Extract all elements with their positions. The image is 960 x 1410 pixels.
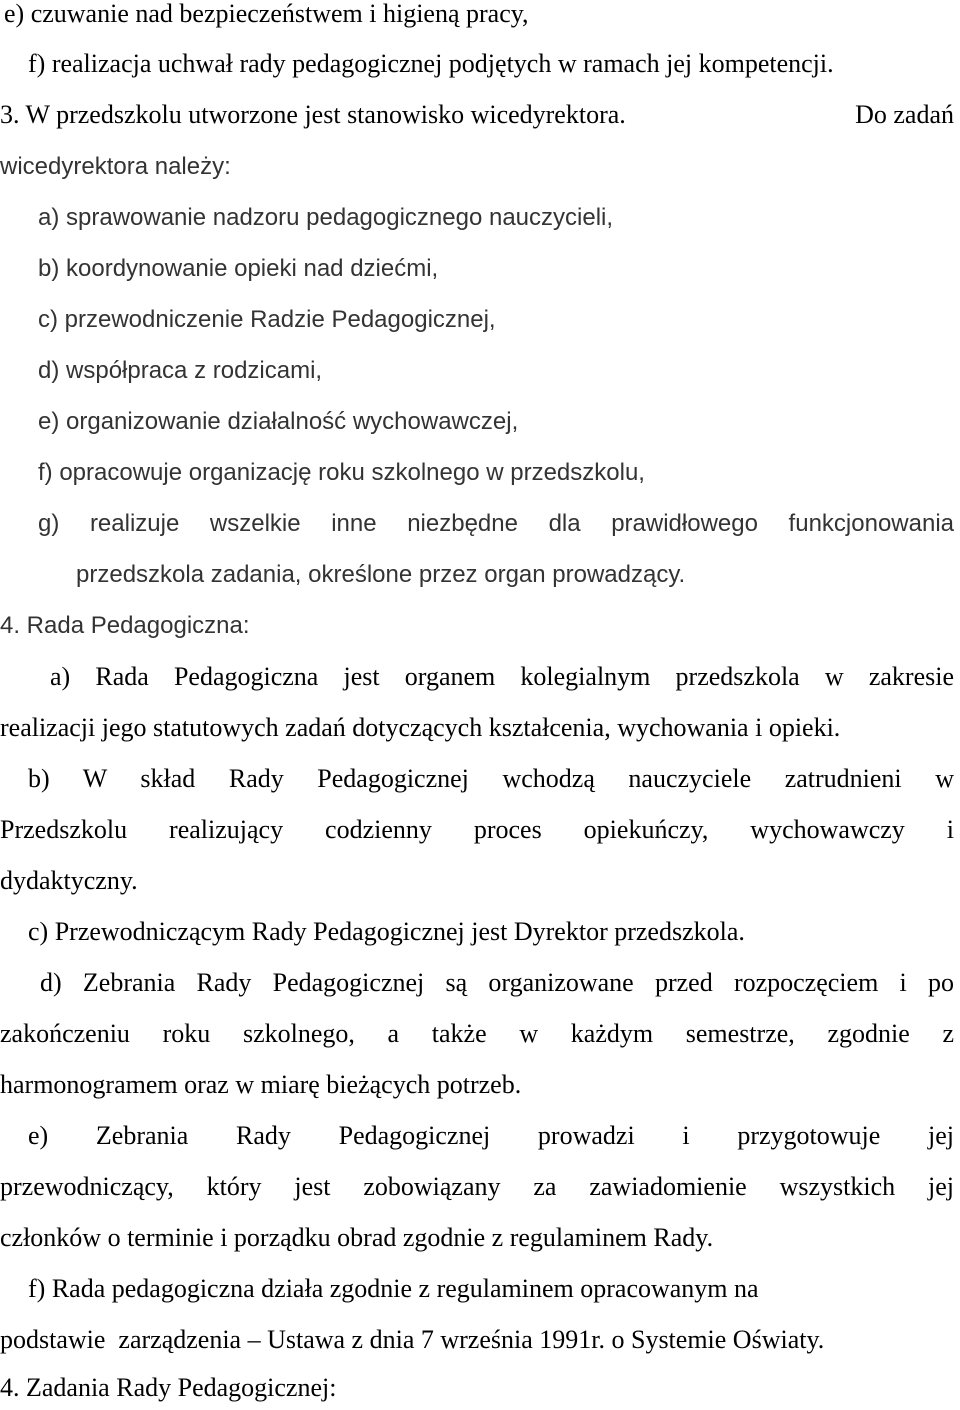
text-line: Do zadań xyxy=(855,100,954,129)
list-item: f) opracowuje organizację roku szkolnego w przedszkolu, xyxy=(38,459,645,486)
text-line: wicedyrektora należy: xyxy=(0,153,231,180)
text-line xyxy=(0,93,960,137)
paragraph-line: realizacji jego statutowych zadań dotyczących kształcenia, wychowania i opieki. xyxy=(0,713,841,742)
paragraph-line: przewodniczący, który jest zobowiązany za zawiadomienie wszystkich jej xyxy=(0,1172,954,1201)
text-line: f) realizacja uchwał rady pedagogicznej podjętych w ramach jej kompetencji. xyxy=(28,49,834,78)
list-item: g) realizuje wszelkie inne niezbędne dla prawidłowego funkcjonowania xyxy=(38,510,954,537)
list-item: d) współpraca z rodzicami, xyxy=(38,357,323,384)
paragraph-line: Przedszkolu realizujący codzienny proces opiekuńczy, wychowawczy i xyxy=(0,815,954,844)
paragraph-line: podstawie zarządzenia – Ustawa z dnia 7 września 1991r. o Systemie Oświaty. xyxy=(0,1325,825,1354)
paragraph-line: harmonogramem oraz w miarę bieżących potrzeb. xyxy=(0,1070,522,1099)
list-item: b) koordynowanie opieki nad dziećmi, xyxy=(38,255,439,282)
list-item-continuation: przedszkola zadania, określone przez organ prowadzący. xyxy=(76,561,686,588)
paragraph-line: a) Rada Pedagogiczna jest organem kolegialnym przedszkola w zakresie xyxy=(50,662,954,691)
section-heading: 4. Rada Pedagogiczna: xyxy=(0,612,250,639)
paragraph-line: e) Zebrania Rady Pedagogicznej prowadzi i przygotowuje jej xyxy=(28,1121,954,1150)
paragraph-line: dydaktyczny. xyxy=(0,866,138,895)
section-heading: 4. Zadania Rady Pedagogicznej: xyxy=(0,1373,337,1402)
paragraph-line: zakończeniu roku szkolnego, a także w każdym semestrze, zgodnie z xyxy=(0,1019,954,1048)
paragraph-line: d) Zebrania Rady Pedagogicznej są organizowane przed rozpoczęciem i po xyxy=(40,968,954,997)
paragraph-line: członków o terminie i porządku obrad zgodnie z regulaminem Rady. xyxy=(0,1223,714,1252)
list-item: c) przewodniczenie Radzie Pedagogicznej, xyxy=(38,306,496,333)
list-item: e) organizowanie działalność wychowawczej, xyxy=(38,408,519,435)
text-segment: 3. W przedszkolu utworzone jest stanowisko wicedyrektora. xyxy=(0,100,626,129)
paragraph-line: b) W skład Rady Pedagogicznej wchodzą nauczyciele zatrudnieni w xyxy=(28,764,954,793)
text-line: e) czuwanie nad bezpieczeństwem i higieną pracy, xyxy=(4,0,529,28)
paragraph-line: f) Rada pedagogiczna działa zgodnie z regulaminem opracowanym na xyxy=(28,1274,759,1303)
list-item: a) sprawowanie nadzoru pedagogicznego nauczycieli, xyxy=(38,204,614,231)
paragraph-line: c) Przewodniczącym Rady Pedagogicznej jest Dyrektor przedszkola. xyxy=(28,917,745,946)
